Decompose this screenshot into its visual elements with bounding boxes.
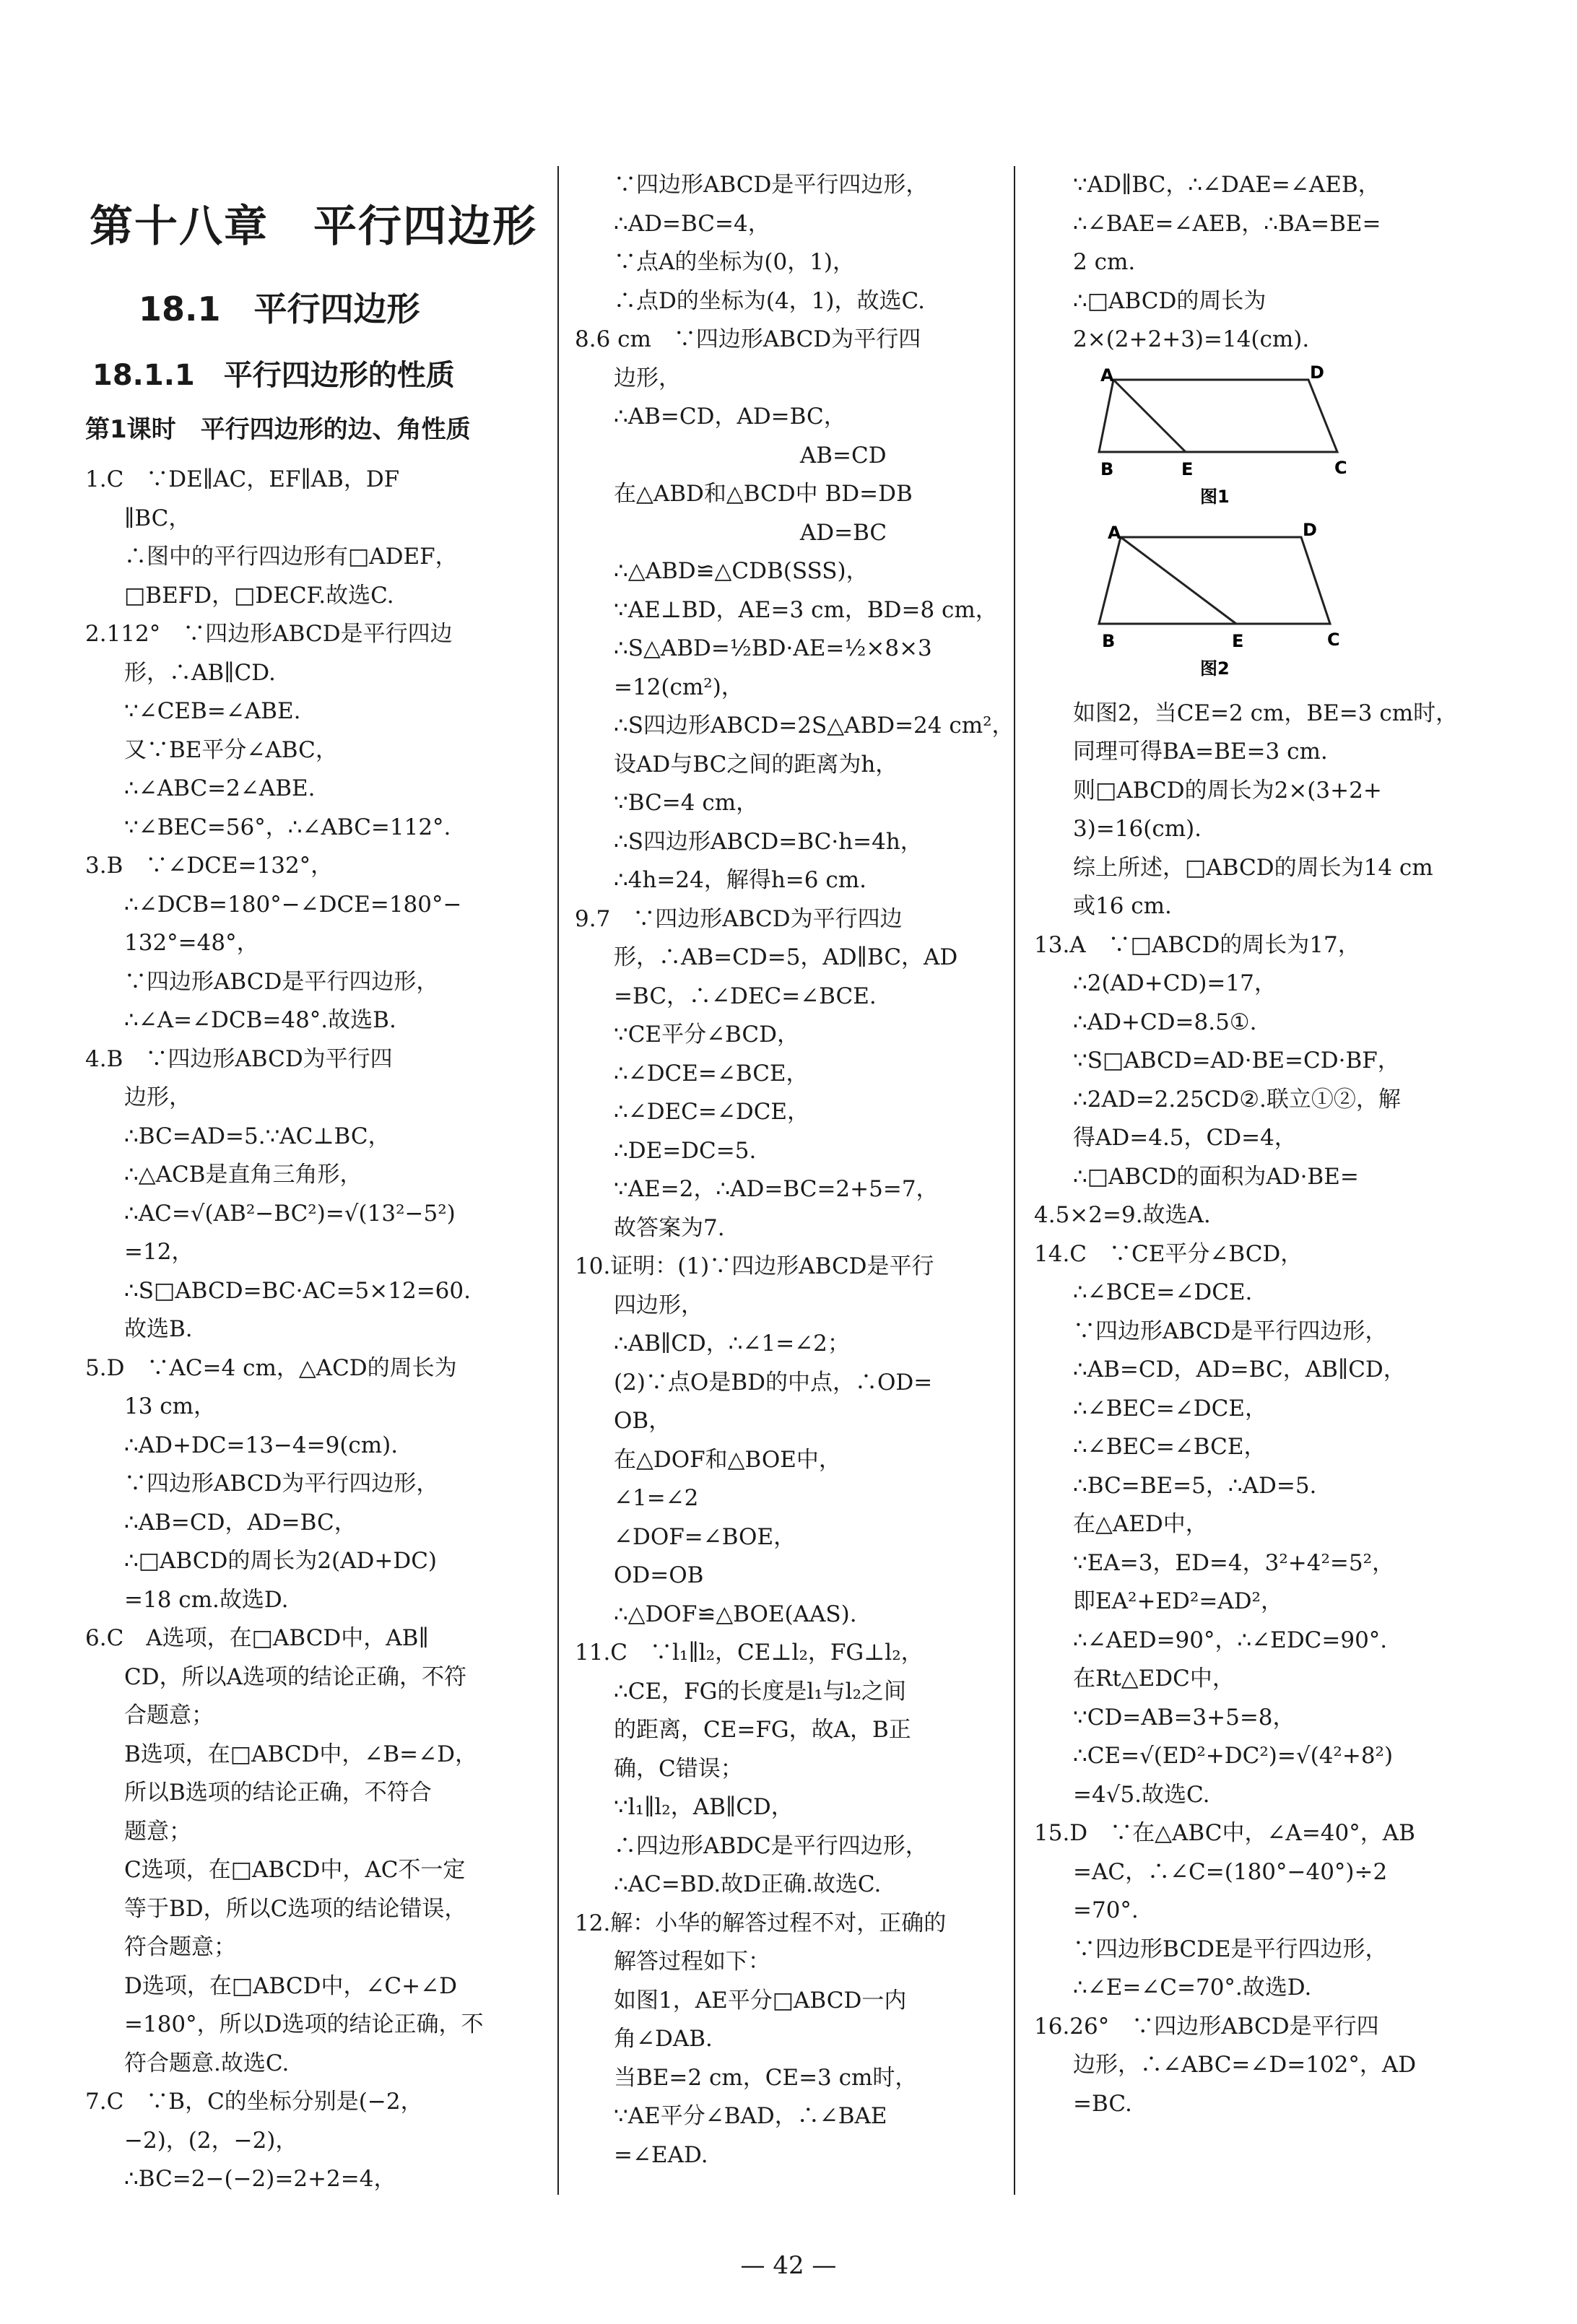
text-line: 又∵BE平分∠ABC， (124, 736, 338, 763)
text-line: 13 cm， (124, 1393, 217, 1419)
text-line: ∴∠DCE=∠BCE， (614, 1060, 809, 1087)
text-line: 符合题意； (124, 1934, 236, 1960)
text-line: 1.C ∵DE∥AC，EF∥AB，DF (85, 466, 400, 492)
text-line: 四边形， (614, 1292, 703, 1318)
chapter-title: 第十八章 平行四边形 (90, 201, 537, 252)
text-line: 同理可得BA=BE=3 cm. (1073, 739, 1328, 765)
column-1 (85, 166, 539, 2199)
text-line: ∴△ABD≌△CDB(SSS)， (614, 558, 869, 584)
section-title: 18.1 平行四边形 (139, 290, 420, 328)
figure-2-diagram (1092, 523, 1352, 682)
text-line: 4.B ∵四边形ABCD为平行四 (85, 1045, 393, 1072)
text-line: 综上所述，□ABCD的周长为14 cm (1073, 854, 1433, 881)
text-line: ∴△ACB是直角三角形， (124, 1162, 362, 1188)
text-line: ∵CD=AB=3+5=8， (1073, 1704, 1295, 1731)
text-line: 角∠DAB. (614, 2026, 713, 2052)
text-line: AB=CD (614, 442, 887, 469)
text-line: ∴AB=CD，AD=BC，AB∥CD， (1073, 1357, 1406, 1383)
text-line: ∵四边形BCDE是平行四边形， (1073, 1936, 1388, 1962)
text-line: ∵∠BEC=56°，∴∠ABC=112°. (124, 814, 451, 840)
text-line: ∴BC=AD=5.∵AC⊥BC， (124, 1123, 391, 1149)
column-divider-1 (557, 166, 559, 2195)
text-line: 在Rt△EDC中， (1073, 1666, 1235, 1692)
text-line: 16.26° ∵四边形ABCD是平行四 (1034, 2013, 1379, 2040)
text-line: 当BE=2 cm，CE=3 cm时， (614, 2064, 918, 2091)
point-label: A (1100, 365, 1114, 386)
text-line: 所以B选项的结论正确，不符合 (124, 1780, 432, 1806)
text-line: 6.C A选项，在□ABCD中，AB∥ (85, 1625, 429, 1651)
text-line: ∴4h=24，解得h=6 cm. (614, 867, 866, 893)
text-line: ∵AE⊥BD，AE=3 cm，BD=8 cm， (614, 596, 998, 623)
column-1-text (85, 461, 539, 2199)
text-line: =BC，∴∠DEC=∠BCE. (614, 983, 877, 1009)
column-2 (575, 166, 1015, 2175)
text-line: ∴AD+DC=13−4=9(cm). (124, 1432, 399, 1458)
text-line: ∴CE，FG的长度是l₁与l₂之间 (614, 1678, 907, 1705)
text-line: ∵AD∥BC，∴∠DAE=∠AEB， (1073, 172, 1381, 198)
text-line: =180°，所以D选项的结论正确，不 (124, 2011, 484, 2037)
text-line: =BC. (1073, 2090, 1132, 2117)
text-line: ∵AE平分∠BAD，∴∠BAE (614, 2103, 887, 2129)
text-line: ∴∠BEC=∠BCE， (1073, 1434, 1267, 1460)
text-line: 14.C ∵CE平分∠BCD， (1034, 1240, 1303, 1267)
figure-2 (1092, 523, 1467, 684)
text-line: 5.D ∵AC=4 cm，△ACD的周长为 (85, 1354, 457, 1381)
text-line: ∴△DOF≌△BOE(AAS). (614, 1601, 857, 1627)
point-label: C (1334, 457, 1347, 478)
text-line: ∴∠BCE=∠DCE. (1073, 1279, 1253, 1305)
text-line: 15.D ∵在△ABC中，∠A=40°，AB (1034, 1820, 1415, 1846)
text-line: ∵四边形ABCD为平行四边形， (124, 1471, 439, 1497)
text-line: ∵l₁∥l₂，AB∥CD， (614, 1794, 794, 1820)
text-line: ∵EA=3，ED=4，3²+4²=5²， (1073, 1549, 1395, 1576)
text-line: 符合题意.故选C. (124, 2050, 290, 2076)
text-line: 2×(2+2+3)=14(cm). (1073, 326, 1310, 352)
text-line: ∴∠AED=90°，∴∠EDC=90°. (1073, 1627, 1388, 1653)
text-line: ∴∠DEC=∠DCE， (614, 1099, 810, 1125)
text-line: ∴∠BEC=∠DCE， (1073, 1395, 1267, 1422)
point-label: C (1327, 629, 1340, 650)
text-line: 故选B. (124, 1316, 193, 1342)
text-line: ∵BC=4 cm， (614, 790, 759, 816)
text-line: ∴AB=CD，AD=BC， (124, 1509, 357, 1536)
text-line: ∴四边形ABDC是平行四边形， (614, 1832, 928, 1859)
text-line: ∵四边形ABCD是平行四边形， (614, 172, 929, 198)
text-line: 解答过程如下： (614, 1949, 770, 1975)
text-line: D选项，在□ABCD中，∠C+∠D (124, 1972, 457, 1999)
text-line: ∴S四边形ABCD=2S△ABD=24 cm²， (614, 713, 1015, 739)
text-line: ∴∠E=∠C=70°.故选D. (1073, 1975, 1312, 2001)
text-line: ∴S四边形ABCD=BC·h=4h， (614, 828, 923, 855)
text-line: ∴BC=BE=5，∴AD=5. (1073, 1472, 1317, 1499)
text-line: ∴AD+CD=8.5①. (1073, 1009, 1257, 1035)
text-line: 2.112° ∵四边形ABCD是平行四边 (85, 621, 453, 647)
text-line: 12.解：小华的解答过程不对，正确的 (575, 1910, 947, 1936)
text-line: ∴∠A=∠DCB=48°.故选B. (124, 1007, 396, 1033)
text-line: B选项，在□ABCD中，∠B=∠D， (124, 1741, 477, 1767)
point-label: A (1108, 522, 1121, 543)
figure-1-diagram (1092, 365, 1352, 510)
text-line: =18 cm.故选D. (124, 1586, 289, 1613)
point-label: E (1181, 458, 1194, 479)
text-line: ∴∠ABC=2∠ABE. (124, 775, 316, 801)
text-line: =4√5.故选C. (1073, 1781, 1210, 1808)
text-line: ∵四边形ABCD是平行四边形， (1073, 1318, 1388, 1344)
text-line: ∴S□ABCD=BC·AC=5×12=60. (124, 1277, 471, 1304)
text-line: ∴BC=2−(−2)=2+2=4， (124, 2166, 396, 2192)
subsection-title: 18.1.1 平行四边形的性质 (92, 359, 455, 392)
text-line: ∴图中的平行四边形有□ADEF， (124, 544, 458, 570)
column-2-text (575, 166, 1015, 2175)
column-3-text-bottom (1034, 695, 1467, 2124)
text-line: 132°=48°， (124, 930, 259, 956)
text-line: 形，∴AB∥CD. (124, 659, 276, 686)
text-line: AD=BC (614, 519, 887, 546)
text-line: ∴DE=DC=5. (614, 1137, 757, 1164)
point-label: D (1303, 522, 1317, 540)
point-label: B (1102, 630, 1116, 651)
text-line: ∴□ABCD的周长为 (1073, 287, 1267, 314)
text-line: OB， (614, 1408, 672, 1434)
text-line: ∴2(AD+CD)=17， (1073, 970, 1277, 996)
text-line: 3)=16(cm). (1073, 816, 1202, 842)
text-line: 2 cm. (1073, 249, 1136, 275)
text-line: ∴AB=CD，AD=BC， (614, 404, 846, 430)
column-3 (1034, 166, 1467, 2123)
text-line: 边形， (124, 1084, 191, 1110)
text-line: =∠EAD. (614, 2141, 708, 2168)
text-line: (2)∵点O是BD的中点，∴OD= (614, 1369, 933, 1396)
segment-ae-2 (1121, 537, 1236, 624)
parallelogram-1 (1099, 380, 1337, 452)
segment-ae-1 (1113, 380, 1186, 452)
text-line: ∵CE平分∠BCD， (614, 1022, 799, 1048)
text-line: ∵S□ABCD=AD·BE=CD·BF， (1073, 1048, 1400, 1074)
text-line: ∴2AD=2.25CD②.联立①②，解 (1073, 1086, 1401, 1113)
text-line: ∵∠CEB=∠ABE. (124, 698, 301, 724)
text-line: 在△AED中， (1073, 1511, 1208, 1537)
text-line: ∴□ABCD的面积为AD·BE= (1073, 1163, 1359, 1190)
text-line: 7.C ∵B，C的坐标分别是(−2， (85, 2089, 423, 2115)
text-line: 在△ABD和△BCD中 BD=DB (614, 481, 913, 507)
text-line: ∴∠DCB=180°−∠DCE=180°− (124, 891, 462, 918)
text-line: ∴□ABCD的周长为2(AD+DC) (124, 1548, 438, 1574)
text-line: ∴AC=√(AB²−BC²)=√(13²−5²) (124, 1200, 456, 1227)
text-line: ∵AE=2，∴AD=BC=2+5=7， (614, 1176, 939, 1202)
text-line: 的距离，CE=FG，故A，B正 (614, 1717, 911, 1743)
text-line: 题意； (124, 1818, 191, 1845)
text-line: ∠DOF=∠BOE， (614, 1523, 796, 1550)
text-line: 如图1，AE平分□ABCD一内 (614, 1987, 907, 2014)
text-line: 等于BD，所以C选项的结论错误， (124, 1895, 467, 1922)
column-3-text-top (1034, 166, 1467, 360)
text-line: C选项，在□ABCD中，AC不一定 (124, 1857, 466, 1883)
lesson-title: 第1课时 平行四边形的边、角性质 (85, 415, 471, 444)
text-line: ∴点D的坐标为(4，1)，故选C. (614, 287, 925, 314)
figure-2-label: 图2 (1200, 658, 1230, 679)
parallelogram-2 (1099, 537, 1330, 624)
text-line: 合题意； (124, 1702, 214, 1728)
text-line: OD=OB (614, 1562, 704, 1588)
text-line: 3.B ∵∠DCE=132°， (85, 853, 334, 879)
text-line: ∵四边形ABCD是平行四边形， (124, 968, 439, 995)
text-line: 边形， (614, 365, 681, 391)
point-label: B (1100, 458, 1114, 479)
figure-1 (1092, 365, 1467, 513)
text-line: CD，所以A选项的结论正确，不符 (124, 1663, 466, 1690)
text-line: 设AD与BC之间的距离为h， (614, 751, 898, 778)
text-line: ∥BC， (124, 505, 191, 531)
text-line: 4.5×2=9.故选A. (1034, 1202, 1211, 1228)
text-line: ∴∠BAE=∠AEB，∴BA=BE= (1073, 210, 1381, 237)
text-line: 得AD=4.5，CD=4， (1073, 1125, 1297, 1151)
text-line: ∵点A的坐标为(0，1)， (614, 249, 856, 275)
text-line: ∴S△ABD=½BD·AE=½×8×3 (614, 635, 932, 661)
text-line: ∴AB∥CD，∴∠1=∠2； (614, 1331, 850, 1357)
text-line: 确，C错误； (614, 1755, 743, 1782)
text-line: 故答案为7. (614, 1214, 725, 1241)
text-line: 如图2，当CE=2 cm，BE=3 cm时， (1073, 700, 1459, 726)
text-line: 则□ABCD的周长为2×(3+2+ (1073, 777, 1382, 804)
text-line: =70°. (1073, 1897, 1139, 1923)
text-line: =12， (124, 1239, 194, 1265)
text-line: 13.A ∵□ABCD的周长为17， (1034, 931, 1360, 958)
text-line: 11.C ∵l₁∥l₂，CE⊥l₂，FG⊥l₂， (575, 1640, 924, 1666)
text-line: 即EA²+ED²=AD²， (1073, 1588, 1283, 1614)
text-line: =AC，∴∠C=(180°−40°)÷2 (1073, 1858, 1388, 1885)
text-line: 在△DOF和△BOE中， (614, 1446, 841, 1473)
text-line: ∴AD=BC=4， (614, 210, 770, 237)
text-line: ∠1=∠2 (614, 1485, 699, 1511)
text-line: =12(cm²)， (614, 674, 744, 700)
text-line: 形，∴AB=CD=5，AD∥BC，AD (614, 944, 958, 970)
column-divider-2 (1014, 166, 1015, 2195)
point-label: E (1232, 630, 1244, 651)
text-line: 9.7 ∵四边形ABCD为平行四边 (575, 905, 903, 932)
page-number: — 42 — (740, 2251, 837, 2280)
text-line: −2)，(2，−2)， (124, 2127, 298, 2154)
text-line: 边形，∴∠ABC=∠D=102°，AD (1073, 2052, 1417, 2078)
point-label: D (1310, 365, 1324, 383)
text-line: ∴CE=√(ED²+DC²)=√(4²+8²) (1073, 1743, 1394, 1769)
text-line: 或16 cm. (1073, 893, 1172, 919)
figure-1-label: 图1 (1200, 486, 1230, 507)
text-line: ∴AC=BD.故D正确.故选C. (614, 1871, 882, 1897)
text-line: □BEFD，□DECF.故选C. (124, 582, 394, 609)
text-line: 8.6 cm ∵四边形ABCD为平行四 (575, 326, 921, 352)
text-line: 10.证明：(1)∵四边形ABCD是平行 (575, 1253, 934, 1279)
